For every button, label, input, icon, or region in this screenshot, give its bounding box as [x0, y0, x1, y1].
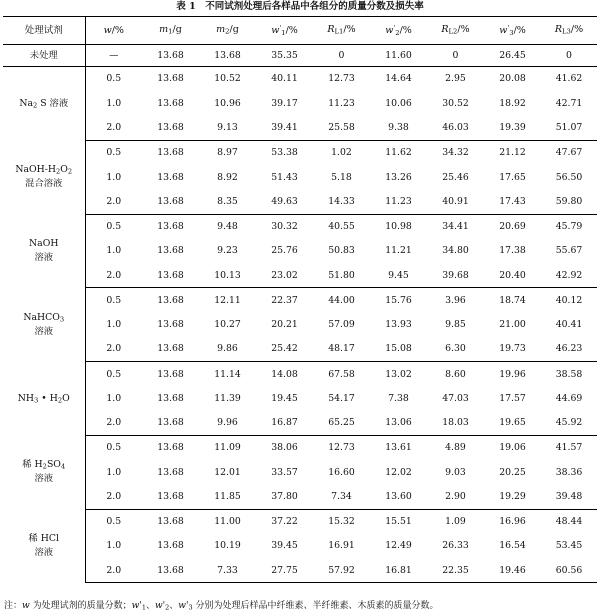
table-cell: 51.43: [271, 171, 298, 183]
table-row: [3, 140, 597, 165]
table-cell: 15.32: [328, 516, 355, 528]
table-cell: 11.23: [370, 189, 427, 214]
table-cell: 0.5: [106, 147, 122, 159]
table-cell: 13.68: [157, 442, 184, 454]
table-cell: 10.06: [385, 97, 412, 109]
group-label: $NH_3$ • $H_2O$: [3, 362, 85, 436]
table-footnote: 注：w 为处理试剂的质量分数；$w'_1$、$w'_2$、$w'_3$ 分别为处理后样品中纤维素、半纤维素、木质素的质量分数。: [4, 601, 439, 612]
group-label: 稀 $H_2SO_4$ 溶液: [3, 435, 85, 509]
table-cell: 38.36: [555, 466, 583, 478]
table-cell: 0.5: [106, 220, 122, 232]
table-cell: 34.80: [442, 245, 469, 257]
table-row: [3, 337, 597, 362]
table-cell: 4.89: [445, 442, 466, 454]
header-col: $w'_3/\%$: [484, 17, 541, 45]
table-row: [3, 362, 597, 387]
table-row: [3, 239, 597, 264]
table-cell: 37.80: [256, 485, 313, 510]
table-cell: 60.56: [541, 558, 597, 583]
table-cell: 18.03: [427, 411, 484, 436]
table-cell: 15.76: [385, 294, 412, 306]
table-cell: 30.32: [271, 220, 298, 232]
table-cell: 40.12: [555, 294, 583, 306]
table-cell: 11.62: [385, 147, 412, 159]
table-cell: 13.68: [157, 392, 184, 404]
table-cell: 14.08: [271, 368, 298, 380]
group-label: 稀 HCl 溶液: [3, 509, 85, 583]
table-cell: 34.41: [442, 220, 469, 232]
table-cell: 20.25: [499, 466, 526, 478]
table-cell: 39.41: [256, 116, 313, 141]
table-cell: 8.60: [445, 368, 466, 380]
header-col: $R_{L1}/\%$: [313, 17, 370, 45]
table-cell: 41.57: [555, 442, 583, 454]
table-cell: 46.23: [541, 337, 597, 362]
table-cell: 25.42: [256, 337, 313, 362]
table-cell: 10.52: [214, 73, 241, 85]
table-cell: 10.27: [214, 319, 241, 331]
table-row-untreated: [3, 45, 597, 67]
table-row: [3, 435, 597, 460]
table-cell: 0.5: [106, 368, 122, 380]
table-cell: 13.06: [370, 411, 427, 436]
table-row: [3, 67, 597, 92]
table-cell: 39.45: [271, 540, 298, 552]
table-row: [3, 116, 597, 141]
table-cell: 19.29: [484, 485, 541, 510]
table-cell: 14.64: [385, 73, 412, 85]
table-cell: 12.73: [328, 73, 355, 85]
table-cell: 13.68: [157, 466, 184, 478]
table-cell: 21.12: [499, 147, 526, 159]
table-cell: 11.09: [214, 442, 241, 454]
table-cell: 1.0: [106, 392, 122, 404]
table-cell: 10.19: [214, 540, 241, 552]
table-cell: 8.97: [217, 147, 238, 159]
table-row: [3, 485, 597, 510]
table-cell: 9.38: [370, 116, 427, 141]
table-cell: 40.55: [328, 220, 355, 232]
table-cell: 1.0: [106, 319, 122, 331]
table-cell: 40.91: [427, 189, 484, 214]
header-reagent: 处理试剂: [3, 17, 85, 45]
table-cell: 13.60: [370, 485, 427, 510]
table-cell: 40.11: [271, 73, 298, 85]
table-cell: 13.68: [157, 319, 184, 331]
table-cell: 26.45: [484, 45, 541, 67]
table-cell: 16.87: [256, 411, 313, 436]
table-cell: 1.0: [106, 540, 122, 552]
table-row: [3, 386, 597, 411]
table-row: [3, 288, 597, 313]
table-cell: 0.5: [106, 516, 122, 528]
table-cell: 57.92: [313, 558, 370, 583]
table-cell: 2.0: [85, 116, 142, 141]
table-cell: 11.21: [385, 245, 412, 257]
table-cell: 19.96: [499, 368, 526, 380]
table-cell: 67.58: [328, 368, 355, 380]
table-cell: 26.33: [442, 540, 469, 552]
table-cell: 2.0: [85, 337, 142, 362]
table-cell: 49.63: [256, 189, 313, 214]
table-cell: 1.09: [445, 516, 466, 528]
table-cell: 13.68: [142, 558, 199, 583]
table-cell: 2.90: [427, 485, 484, 510]
table-cell: 13.68: [142, 485, 199, 510]
table-cell: 6.30: [427, 337, 484, 362]
table-cell: 39.68: [427, 263, 484, 288]
table-cell: 41.62: [555, 73, 583, 85]
group-label: NaOH-$H_2O_2$ 混合溶液: [3, 140, 85, 214]
table-cell: 12.11: [214, 294, 241, 306]
table-cell: 3.96: [445, 294, 466, 306]
table-row: [3, 534, 597, 559]
table-cell: 30.52: [442, 97, 469, 109]
table-cell: 44.69: [555, 392, 583, 404]
table-caption: 表 1 不同试剂处理后各样品中各组分的质量分数及损失率: [176, 1, 424, 12]
table-cell: 14.33: [313, 189, 370, 214]
table-cell: 10.13: [199, 263, 256, 288]
table-cell: 34.32: [442, 147, 469, 159]
table-cell: 1.02: [331, 147, 352, 159]
table-row: [3, 558, 597, 583]
table-cell: 20.08: [499, 73, 526, 85]
table-cell: 18.74: [499, 294, 526, 306]
table-row: [3, 91, 597, 116]
table-cell: 7.38: [388, 392, 409, 404]
group-label: NaHCO$_3$ 溶液: [3, 288, 85, 362]
table-cell: 17.65: [499, 171, 526, 183]
table-cell: 25.58: [313, 116, 370, 141]
table-cell: 42.92: [541, 263, 597, 288]
table-cell: 13.68: [142, 337, 199, 362]
table-cell: 48.44: [555, 516, 583, 528]
table-cell: 13.68: [142, 116, 199, 141]
table-cell: 13.68: [157, 171, 184, 183]
header-row: [3, 17, 597, 45]
table-cell: 1.0: [106, 466, 122, 478]
table-cell: 15.08: [370, 337, 427, 362]
table-cell: 56.50: [555, 171, 583, 183]
table-cell: 2.0: [85, 485, 142, 510]
table-cell: 13.68: [142, 45, 199, 67]
table-cell: 0: [313, 45, 370, 67]
header-col: $w'_1/\%$: [256, 17, 313, 45]
table-cell: 10.98: [385, 220, 412, 232]
table-cell: 2.0: [85, 189, 142, 214]
table-cell: 53.45: [555, 540, 583, 552]
table-cell: 11.23: [328, 97, 355, 109]
table-cell: 12.01: [214, 466, 241, 478]
table-cell: 13.68: [157, 516, 184, 528]
table-cell: 38.58: [555, 368, 583, 380]
table-cell: 45.79: [555, 220, 583, 232]
table-cell: 12.49: [385, 540, 412, 552]
table-cell: 13.68: [157, 73, 184, 85]
table-cell: 7.33: [199, 558, 256, 583]
table-cell: 0.5: [106, 294, 122, 306]
table-cell: 13.68: [157, 368, 184, 380]
table-row: [3, 460, 597, 485]
table-cell: 17.43: [484, 189, 541, 214]
table-cell: 39.17: [271, 97, 298, 109]
table-cell: 40.41: [555, 319, 583, 331]
table-cell: 13.68: [157, 220, 184, 232]
header-col: $m_2/g$: [199, 17, 256, 45]
table-cell: 65.25: [313, 411, 370, 436]
table-cell: 16.54: [499, 540, 526, 552]
table-cell: 13.02: [385, 368, 412, 380]
table-cell: 45.92: [541, 411, 597, 436]
table-cell: 8.92: [217, 171, 238, 183]
table-cell: 19.46: [484, 558, 541, 583]
table-cell: 15.51: [385, 516, 412, 528]
table-cell: 16.60: [328, 466, 355, 478]
table-cell: 25.76: [271, 245, 298, 257]
table-cell: 42.71: [555, 97, 583, 109]
table-cell: 35.35: [256, 45, 313, 67]
table-cell: 13.68: [157, 540, 184, 552]
table-cell: 2.95: [445, 73, 466, 85]
table-cell: 11.85: [199, 485, 256, 510]
table-cell: 19.39: [484, 116, 541, 141]
table-cell: 10.96: [214, 97, 241, 109]
table-cell: 38.06: [271, 442, 298, 454]
table-cell: 54.17: [328, 392, 355, 404]
table-cell: 17.57: [499, 392, 526, 404]
table-cell: 2.0: [85, 558, 142, 583]
table-cell: 12.02: [385, 466, 412, 478]
table-cell: 12.73: [328, 442, 355, 454]
table-cell: 0: [541, 45, 597, 67]
table-row: [3, 165, 597, 190]
table-cell: 19.06: [499, 442, 526, 454]
table-cell: 9.85: [445, 319, 466, 331]
table-cell: 51.80: [313, 263, 370, 288]
table-cell: 48.17: [313, 337, 370, 362]
table-cell: 11.60: [370, 45, 427, 67]
table-cell: 39.48: [541, 485, 597, 510]
table-cell: 51.07: [541, 116, 597, 141]
table-cell: 9.03: [445, 466, 466, 478]
table-cell: 46.03: [427, 116, 484, 141]
table-cell: 11.14: [214, 368, 241, 380]
group-label: 未处理: [3, 45, 85, 67]
table-cell: 7.34: [313, 485, 370, 510]
table-cell: 9.23: [217, 245, 238, 257]
table-cell: 11.00: [214, 516, 241, 528]
header-col: $R_{L3}/\%$: [541, 17, 597, 45]
table-cell: 27.75: [256, 558, 313, 583]
table-cell: 33.57: [271, 466, 298, 478]
table-cell: 9.13: [199, 116, 256, 141]
table-cell: 19.65: [484, 411, 541, 436]
table-cell: 1.0: [106, 97, 122, 109]
header-col: $R_{L2}/\%$: [427, 17, 484, 45]
data-table: [3, 16, 597, 583]
table-row: [3, 411, 597, 436]
table-cell: 20.40: [484, 263, 541, 288]
table-row: [3, 312, 597, 337]
table-cell: 55.67: [555, 245, 583, 257]
table-cell: 23.02: [256, 263, 313, 288]
table-cell: 1.0: [106, 245, 122, 257]
table-cell: 1.0: [106, 171, 122, 183]
table-cell: 47.67: [555, 147, 583, 159]
table-cell: 25.46: [442, 171, 469, 183]
table-cell: 13.93: [385, 319, 412, 331]
table-cell: 9.45: [370, 263, 427, 288]
table-cell: 59.80: [541, 189, 597, 214]
table-cell: 47.03: [442, 392, 469, 404]
table-cell: 20.69: [499, 220, 526, 232]
table-cell: —: [85, 45, 142, 67]
table-cell: 13.26: [385, 171, 412, 183]
table-cell: 57.09: [328, 319, 355, 331]
table-cell: 5.18: [331, 171, 352, 183]
table-cell: 13.68: [157, 245, 184, 257]
group-label: NaOH 溶液: [3, 214, 85, 288]
table-cell: 8.35: [199, 189, 256, 214]
table-cell: 13.61: [385, 442, 412, 454]
table-row: [3, 263, 597, 288]
table-cell: 53.38: [271, 147, 298, 159]
table-cell: 22.35: [427, 558, 484, 583]
table-cell: 18.92: [499, 97, 526, 109]
table-cell: 16.96: [499, 516, 526, 528]
table-cell: 37.22: [271, 516, 298, 528]
table-cell: 9.48: [217, 220, 238, 232]
table-row: [3, 509, 597, 534]
group-label: $Na_2$ S 溶液: [3, 67, 85, 141]
table-cell: 17.38: [499, 245, 526, 257]
table-cell: 13.68: [157, 97, 184, 109]
table-cell: 13.68: [157, 147, 184, 159]
table-cell: 13.68: [142, 411, 199, 436]
table-cell: 19.73: [484, 337, 541, 362]
table-cell: 11.39: [214, 392, 241, 404]
table-cell: 19.45: [271, 392, 298, 404]
table-body: [3, 45, 597, 583]
table-cell: 13.68: [157, 294, 184, 306]
table-cell: 0.5: [106, 442, 122, 454]
table-cell: 13.68: [142, 263, 199, 288]
table-cell: 44.00: [328, 294, 355, 306]
table-cell: 20.21: [271, 319, 298, 331]
table-row: [3, 214, 597, 239]
table-cell: 21.00: [499, 319, 526, 331]
table-cell: 0.5: [106, 73, 122, 85]
header-col: $w'_2/\%$: [370, 17, 427, 45]
table-cell: 16.91: [328, 540, 355, 552]
table-cell: 13.68: [199, 45, 256, 67]
table-cell: 50.83: [328, 245, 355, 257]
table-cell: 0: [427, 45, 484, 67]
header-col: $m_1/g$: [142, 17, 199, 45]
table-cell: 9.86: [199, 337, 256, 362]
header-col: w/%: [85, 17, 142, 45]
table-cell: 9.96: [199, 411, 256, 436]
table-cell: 2.0: [85, 263, 142, 288]
table-cell: 2.0: [85, 411, 142, 436]
table-row: [3, 189, 597, 214]
table-cell: 16.81: [370, 558, 427, 583]
table-cell: 13.68: [142, 189, 199, 214]
table-cell: 22.37: [271, 294, 298, 306]
